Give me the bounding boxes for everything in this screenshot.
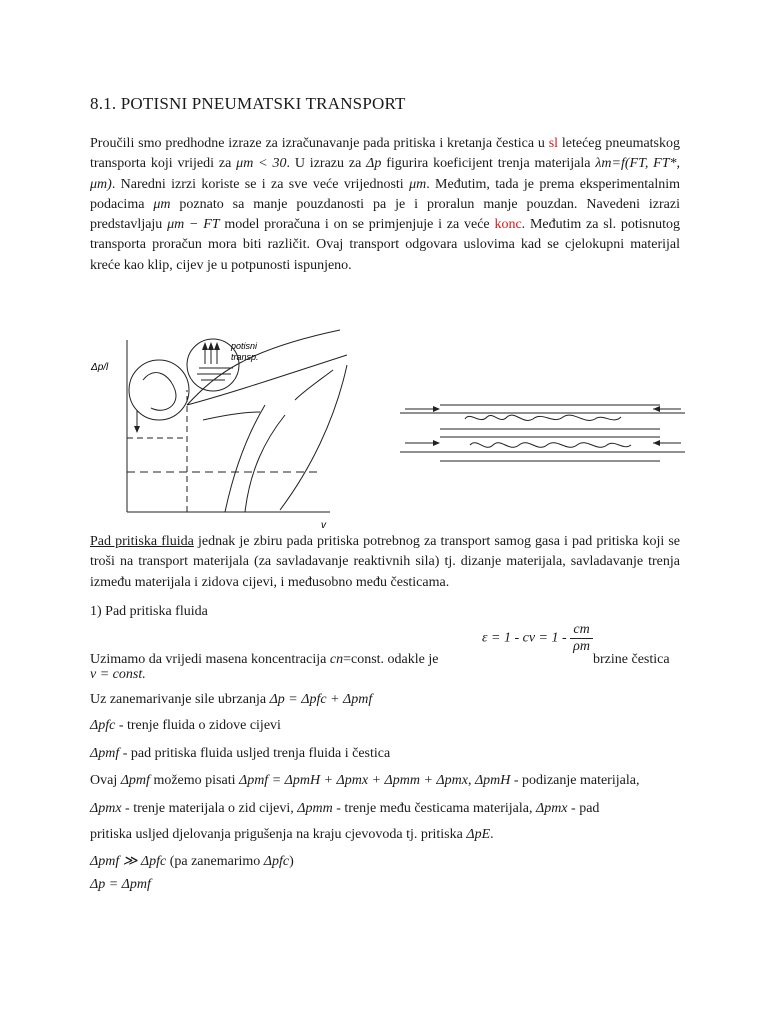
inner-arc-2 (245, 415, 285, 512)
particle-speed-label: brzine čestica (593, 652, 670, 667)
mu-symbol-2: μm (153, 196, 171, 212)
flow-swirl (143, 373, 176, 411)
boundary-curve (295, 370, 333, 400)
arrowhead-in-top (433, 406, 440, 412)
arrowhead-2 (208, 342, 214, 350)
arrowhead-down (134, 426, 140, 433)
arrowhead-3 (214, 342, 220, 350)
flow-circle-left (129, 360, 189, 420)
sl-abbrev: sl (548, 136, 559, 151)
inner-arc-3 (203, 412, 260, 420)
dpfc-line: Δpfc - trenje fluida o zidove cijevi (90, 718, 281, 733)
konc-abbrev: konc (494, 217, 522, 233)
pipe-plug-diagram (395, 395, 690, 470)
intro-paragraph: Proučili smo predhodne izraze za izračunavanje pada pritiska i kretanja čestica u sl letećeg pneumatskog transporta koji vrijedi za μm < 30. U izrazu za Δp figurira koeficijent trenja materijala λm=f(FT, FT*, μm). Naredni izrzi koriste se i za sve veće vrijednosti μm. Međutim, tada je prema eksperimentalnim podacima μm poznato sa manje pouzdanosti pa je i proralun manje pouzdan. Navedeni izrazi predstavljaju μm − FT model proračuna i on se primjenjuje i za veće konc. Međutim za sl. potisnutog transporta proračun mora biti različit. Ovaj transport odgovara uslovima kad se cjelokupni materijal kreće kao klip, cijev je u potpunosti ispunjeno. (90, 136, 681, 273)
mu-symbol: μm (409, 176, 427, 192)
gas-curve (280, 365, 347, 510)
underlined-term: Pad pritiska fluida (90, 534, 194, 549)
friction-line: Δpmx - trenje materijala o zid cijevi, Δpmm - trenje među česticama materijala, Δpmx - pad (90, 801, 600, 816)
epsilon-formula: ε = 1 - cv = 1 - $\frac{cm}{\rho m}$ (482, 622, 593, 655)
arrowhead-out-bottom (653, 440, 660, 446)
arrowhead-out-top (653, 406, 660, 412)
pressure-drop-diagram (85, 320, 360, 530)
mu-condition: μm < 30 (236, 156, 287, 172)
plug-top (465, 415, 621, 420)
dp-symbol: Δp (366, 156, 382, 172)
y-axis-label: Δp/l (91, 362, 109, 373)
arrowhead-in-bottom (433, 440, 440, 446)
item-heading: 1) Pad pritiska fluida (90, 604, 208, 619)
fluid-pressure-paragraph: Pad pritiska fluida jednak je zbiru pada pritiska potrebnog za transport samog gasa i pad pritiska koji se troši na transport materijala (za savladavanje reaktivnih sila) tj. dizanje materijala, savladavanje trenja između materijala i zidova cijevi, i međusobno među česticama. (90, 534, 680, 590)
much-greater-line: Δpmf ≫ Δpfc (pa zanemarimo Δpfc) (90, 854, 294, 869)
lambda-formula: λm=f(FT, FT*, μm) (90, 156, 681, 192)
acceleration-line: Uz zanemarivanje sile ubrzanja Δp = Δpfc + Δpmf (90, 692, 373, 707)
section-heading: 8.1. POTISNI PNEUMATSKI TRANSPORT (90, 94, 406, 113)
throttle-line: pritiska usljed djelovanja prigušenja na kraju cjevovoda tj. pritiska ΔpE. (90, 827, 494, 842)
velocity-const: v = const. (90, 667, 146, 682)
ovaj-line: Ovaj Δpmf možemo pisati Δpmf = ΔpmH + Δpmx + Δpmm + Δpmx, ΔpmH - podizanje materijala, (90, 773, 640, 788)
final-equation: Δp = Δpmf (90, 877, 151, 892)
plug-bottom (470, 443, 631, 448)
x-axis-label: v (321, 520, 326, 530)
callout-label: potisni transp. (231, 341, 259, 362)
arrowhead-1 (202, 342, 208, 350)
dpmf-line: Δpmf - pad pritiska fluida usljed trenja fluida i čestica (90, 746, 391, 761)
model-formula: μm − FT (167, 217, 220, 233)
concentration-line: Uzimamo da vrijedi masena koncentracija cn=const. odakle je (90, 652, 439, 667)
